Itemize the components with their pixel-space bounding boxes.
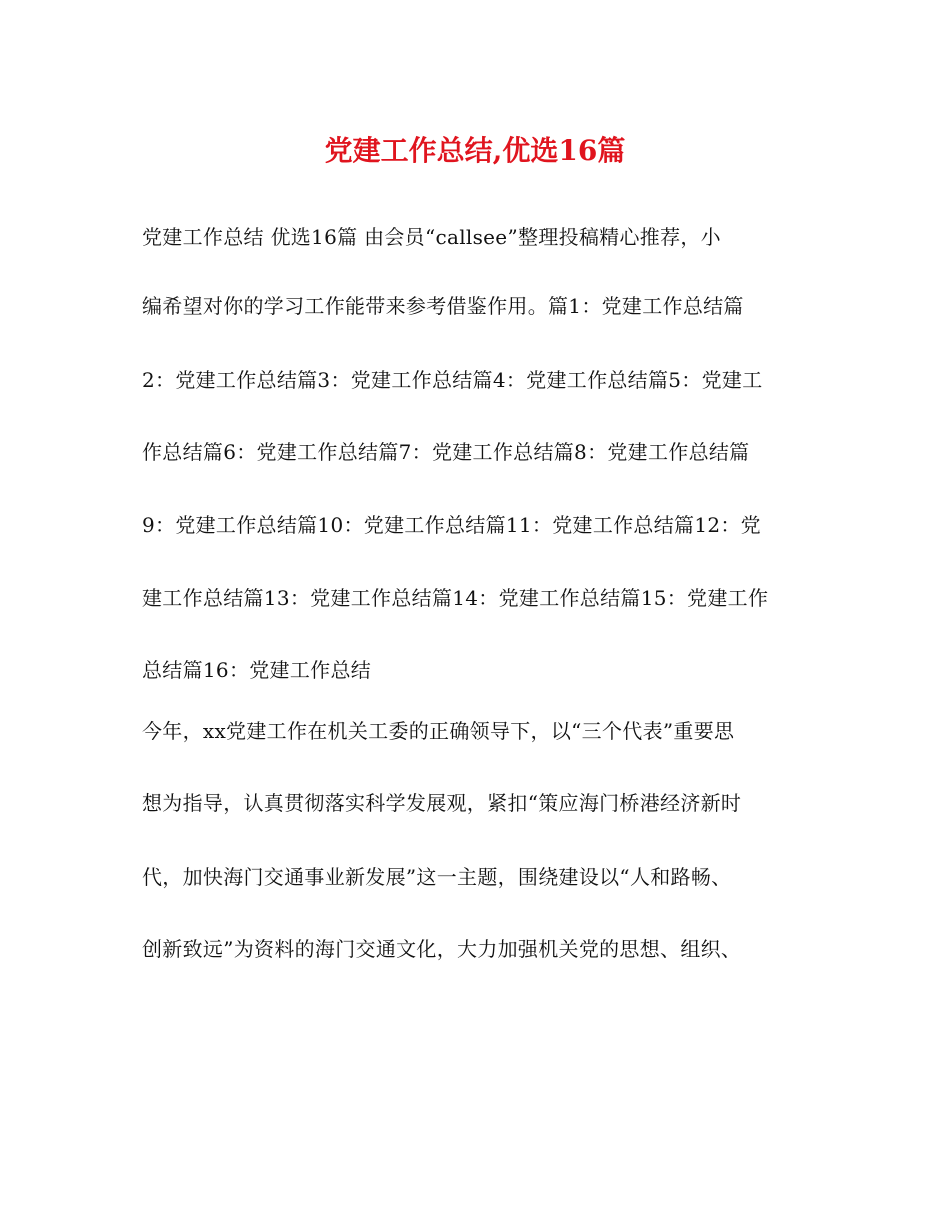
body-line-3: 代，加快海门交通事业新发展”这一主题，围绕建设以“人和路畅、 [142,865,732,889]
body-line-1: 今年，xx党建工作在机关工委的正确领导下，以“三个代表”重要思 [142,719,735,743]
body-line-4: 创新致远”为资料的海门交通文化，大力加强机关党的思想、组织、 [142,937,742,961]
intro-line-1: 党建工作总结 优选16篇 由会员“callsee”整理投稿精心推荐，小 [142,225,721,249]
body-line-2: 想为指导，认真贯彻落实科学发展观，紧扣“策应海门桥港经济新时 [142,791,742,815]
intro-line-2: 编希望对你的学习工作能带来参考借鉴作用。篇1：党建工作总结篇 [142,294,744,318]
intro-line-7: 总结篇16：党建工作总结 [142,658,372,682]
intro-line-5: 9：党建工作总结篇10：党建工作总结篇11：党建工作总结篇12：党 [142,513,761,537]
intro-line-6: 建工作总结篇13：党建工作总结篇14：党建工作总结篇15：党建工作 [142,586,769,610]
document-title: 党建工作总结,优选16篇 [324,134,626,167]
intro-line-4: 作总结篇6：党建工作总结篇7：党建工作总结篇8：党建工作总结篇 [142,440,750,464]
intro-line-3: 2：党建工作总结篇3：党建工作总结篇4：党建工作总结篇5：党建工 [142,368,763,392]
